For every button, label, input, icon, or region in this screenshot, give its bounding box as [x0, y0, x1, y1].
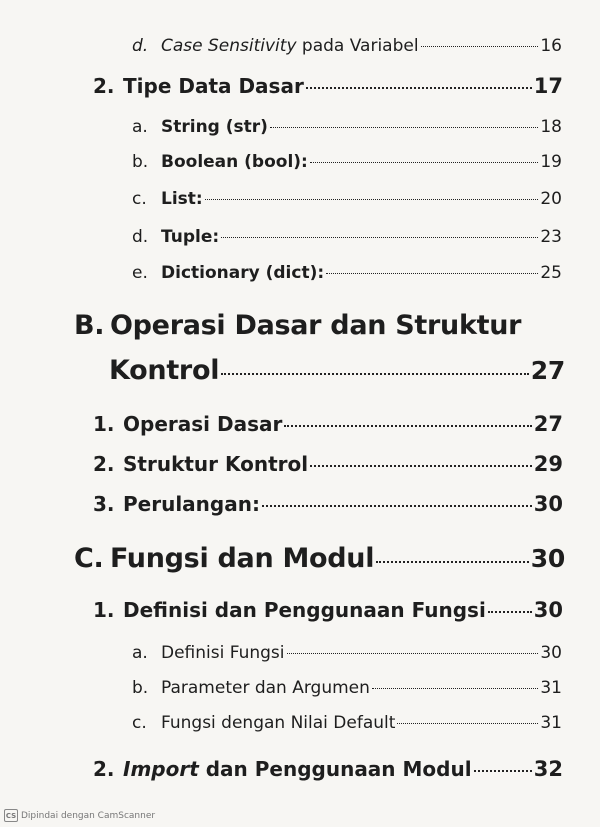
dot-leader — [221, 373, 529, 375]
toc-entry-tipe-data-dasar — [93, 74, 563, 98]
toc-page: 27 — [530, 356, 565, 385]
dot-leader — [306, 87, 532, 89]
toc-title: Operasi Dasar dan Struktur — [110, 310, 522, 341]
dot-leader — [262, 505, 532, 507]
toc-marker: 2. — [93, 452, 115, 476]
toc-title: Dictionary (dict): — [161, 263, 325, 283]
toc-title: Tipe Data Dasar — [123, 74, 304, 98]
toc-entry-string — [132, 117, 562, 137]
toc-entry-definisi-penggunaan-fungsi — [93, 598, 563, 622]
toc-entry-perulangan — [93, 492, 563, 516]
toc-entry-import-penggunaan-modul — [93, 757, 563, 781]
dot-leader — [287, 653, 539, 654]
toc-marker: a. — [132, 643, 148, 663]
toc-page: 27 — [533, 412, 563, 436]
toc-entry-dictionary — [132, 263, 562, 283]
toc-title: Perulangan: — [123, 492, 260, 516]
toc-page: 30 — [533, 492, 563, 516]
toc-title: List: — [161, 189, 203, 209]
toc-marker: b. — [132, 152, 149, 172]
dot-leader — [205, 199, 539, 200]
dot-leader — [221, 237, 538, 238]
dot-leader — [372, 688, 538, 689]
toc-marker: 1. — [93, 412, 115, 436]
toc-title-italic: Case Sensitivity — [161, 36, 297, 56]
toc-entry-operasi-dasar-heading-cont — [109, 355, 565, 386]
toc-entry-boolean — [132, 152, 562, 172]
toc-title: Struktur Kontrol — [123, 452, 309, 476]
toc-marker: 3. — [93, 492, 115, 516]
toc-title: String (str) — [161, 117, 268, 137]
toc-marker: d. — [132, 36, 149, 56]
toc-page: 32 — [533, 757, 563, 781]
toc-page: 25 — [540, 263, 562, 283]
dot-leader — [397, 723, 538, 724]
toc-page: 20 — [540, 189, 562, 209]
scanner-watermark — [4, 809, 155, 822]
dot-leader — [421, 46, 539, 47]
toc-marker: 2. — [93, 74, 115, 98]
toc-title: Tuple: — [161, 227, 220, 247]
toc-title: Fungsi dan Modul — [110, 543, 375, 574]
camscanner-logo-icon: CS — [4, 809, 18, 822]
toc-page: 23 — [540, 227, 562, 247]
toc-title: Parameter dan Argumen — [161, 678, 370, 698]
toc-title-rest: pada Variabel — [296, 36, 419, 56]
dot-leader — [488, 611, 532, 613]
toc-title: Operasi Dasar — [123, 412, 283, 436]
toc-entry-definisi-fungsi — [132, 643, 562, 663]
toc-page: 31 — [540, 678, 562, 698]
toc-title: Fungsi dengan Nilai Default — [161, 713, 396, 733]
toc-title-italic: Import — [123, 757, 199, 781]
dot-leader — [376, 561, 529, 563]
toc-entry-list — [132, 189, 562, 209]
toc-title-rest: dan Penggunaan Modul — [198, 757, 472, 781]
dot-leader — [310, 465, 532, 467]
dot-leader — [284, 425, 531, 427]
toc-entry-fungsi-nilai-default — [132, 713, 562, 733]
toc-page: 30 — [530, 544, 565, 573]
toc-entry-operasi-dasar-heading — [74, 310, 521, 341]
dot-leader — [326, 273, 538, 274]
toc-marker: 1. — [93, 598, 115, 622]
toc-title: Definisi Fungsi — [161, 643, 285, 663]
toc-page: 31 — [540, 713, 562, 733]
toc-marker: 2. — [93, 757, 115, 781]
toc-page: 30 — [533, 598, 563, 622]
toc-page: 16 — [540, 36, 562, 56]
toc-page: 19 — [540, 152, 562, 172]
toc-entry-operasi-dasar — [93, 412, 563, 436]
toc-title: Boolean (bool): — [161, 152, 308, 172]
toc-page: 30 — [540, 643, 562, 663]
toc-entry-case-sensitivity — [132, 36, 562, 56]
toc-marker: B. — [74, 310, 105, 341]
toc-title: Definisi dan Penggunaan Fungsi — [123, 598, 486, 622]
toc-entry-parameter-argumen — [132, 678, 562, 698]
toc-page: 29 — [533, 452, 563, 476]
dot-leader — [270, 127, 538, 128]
toc-marker: a. — [132, 117, 148, 137]
dot-leader — [310, 162, 539, 163]
dot-leader — [474, 770, 532, 772]
toc-marker: c. — [132, 189, 147, 209]
toc-page: 18 — [540, 117, 562, 137]
toc-marker: C. — [74, 543, 104, 574]
toc-page: 17 — [533, 74, 563, 98]
toc-entry-fungsi-dan-modul — [74, 543, 565, 574]
watermark-text: Dipindai dengan CamScanner — [21, 810, 156, 821]
toc-entry-tuple — [132, 227, 562, 247]
toc-marker: c. — [132, 713, 147, 733]
toc-title — [123, 757, 472, 781]
toc-marker: b. — [132, 678, 149, 698]
toc-marker: e. — [132, 263, 148, 283]
toc-marker: d. — [132, 227, 149, 247]
toc-title-cont: Kontrol — [109, 355, 220, 386]
toc-entry-struktur-kontrol — [93, 452, 563, 476]
toc-title — [161, 36, 419, 56]
